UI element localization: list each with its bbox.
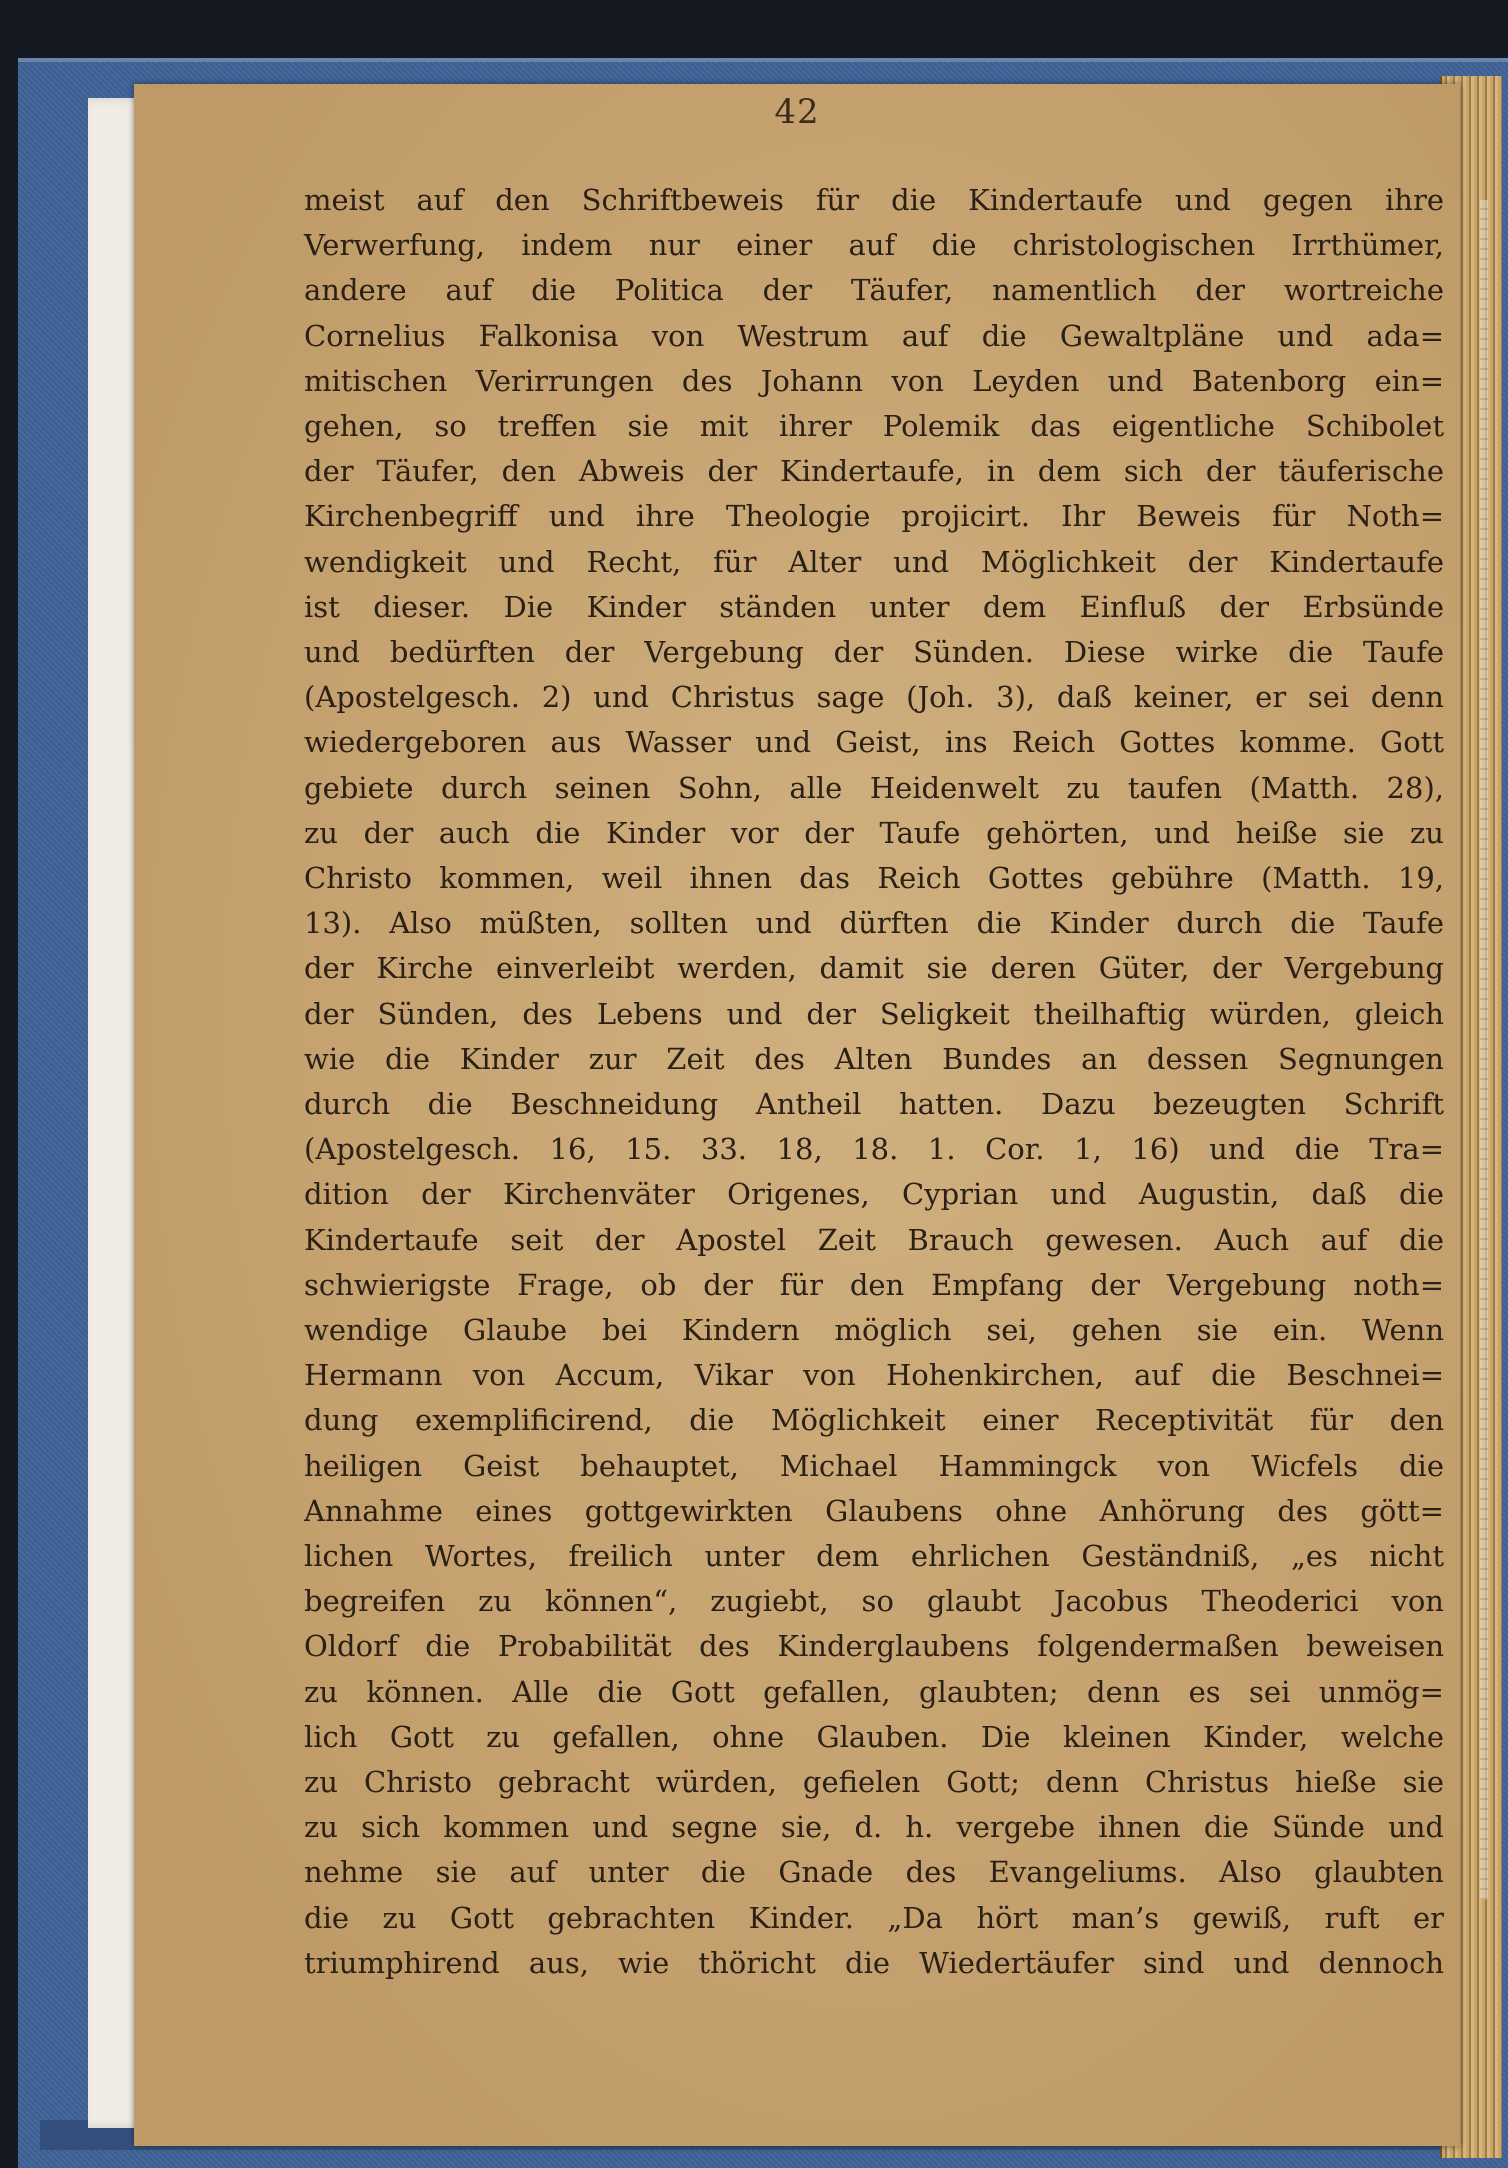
text-line: (Apostelgesch. 2) und Christus sage (Joh. 3), daß keiner, er sei denn xyxy=(304,680,1444,715)
text-line: zu Christo gebracht würden, gefielen Gott; denn Christus hieße sie xyxy=(304,1765,1444,1799)
text-line: Kindertaufe seit der Apostel Zeit Brauch gewesen. Auch auf die xyxy=(304,1222,1444,1257)
text-line: zu der auch die Kinder vor der Taufe gehörten, und heiße sie zu xyxy=(304,815,1444,850)
text-line: wie die Kinder zur Zeit des Alten Bundes an dessen Segnungen xyxy=(304,1041,1444,1076)
text-line: Annahme eines gottgewirkten Glaubens ohne Anhörung des gött= xyxy=(304,1493,1444,1528)
text-line: dung exemplificirend, die Möglichkeit einer Receptivität für den xyxy=(304,1403,1444,1438)
text-line: zu können. Alle die Gott gefallen, glaubten; denn es sei unmög= xyxy=(304,1674,1444,1709)
text-line: Christo kommen, weil ihnen das Reich Gottes gebühre (Matth. 19, xyxy=(304,861,1444,895)
text-line: wendige Glaube bei Kindern möglich sei, gehen sie ein. Wenn xyxy=(304,1313,1444,1347)
text-line: Verwerfung, indem nur einer auf die christologischen Irrthümer, xyxy=(304,228,1444,263)
text-line: der Sünden, des Lebens und der Seligkeit theilhaftig würden, gleich xyxy=(304,996,1444,1031)
text-line: der Kirche einverleibt werden, damit sie deren Güter, der Vergebung xyxy=(304,951,1444,986)
text-line: lichen Wortes, freilich unter dem ehrlichen Geständniß, „es nicht xyxy=(304,1539,1444,1573)
text-line: die zu Gott gebrachten Kinder. „Da hört man’s gewiß, ruft er xyxy=(304,1900,1444,1935)
text-line: mitischen Verirrungen des Johann von Leyden und Batenborg ein= xyxy=(304,363,1444,398)
text-line: dition der Kirchenväter Origenes, Cyprian und Augustin, daß die xyxy=(304,1177,1444,1212)
text-line: wiedergeboren aus Wasser und Geist, ins Reich Gottes komme. Gott xyxy=(304,725,1444,760)
text-line: gebiete durch seinen Sohn, alle Heidenwelt zu taufen (Matth. 28), xyxy=(304,770,1444,805)
text-line: 13). Also müßten, sollten und dürften die Kinder durch die Taufe xyxy=(304,906,1444,941)
text-line: zu sich kommen und segne sie, d. h. vergebe ihnen die Sünde und xyxy=(304,1810,1444,1845)
page-number: 42 xyxy=(774,92,820,132)
text-line: Hermann von Accum, Vikar von Hohenkirchen, auf die Beschnei= xyxy=(304,1358,1444,1393)
text-line: Oldorf die Probabilität des Kinderglaubens folgendermaßen beweisen xyxy=(304,1629,1444,1664)
text-line: Cornelius Falkonisa von Westrum auf die Gewaltpläne und ada= xyxy=(304,318,1444,353)
text-line: triumphirend aus, wie thöricht die Wiedertäufer sind und dennoch xyxy=(304,1945,1444,1980)
text-line: gehen, so treffen sie mit ihrer Polemik das eigentliche Schibolet xyxy=(304,409,1444,443)
text-line: schwierigste Frage, ob der für den Empfang der Vergebung noth= xyxy=(304,1267,1444,1302)
text-line: durch die Beschneidung Antheil hatten. Dazu bezeugten Schrift xyxy=(304,1087,1444,1121)
text-line: heiligen Geist behauptet, Michael Hammingck von Wicfels die xyxy=(304,1448,1444,1483)
text-line: begreifen zu können“, zugiebt, so glaubt Jacobus Theoderici von xyxy=(304,1584,1444,1619)
text-line: (Apostelgesch. 16, 15. 33. 18, 18. 1. Cor. 1, 16) und die Tra= xyxy=(304,1132,1444,1167)
scale-strip xyxy=(1480,200,1488,1900)
text-line: wendigkeit und Recht, für Alter und Möglichkeit der Kindertaufe xyxy=(304,544,1444,579)
text-line: lich Gott zu gefallen, ohne Glauben. Die kleinen Kinder, welche xyxy=(304,1719,1444,1754)
text-line: ist dieser. Die Kinder ständen unter dem Einfluß der Erbsünde xyxy=(304,589,1444,624)
text-line: meist auf den Schriftbeweis für die Kindertaufe und gegen ihre xyxy=(304,183,1444,217)
text-line: der Täufer, den Abweis der Kindertaufe, in dem sich der täuferische xyxy=(304,454,1444,489)
text-line: andere auf die Politica der Täufer, namentlich der wortreiche xyxy=(304,273,1444,308)
text-line: und bedürften der Vergebung der Sünden. Diese wirke die Taufe xyxy=(304,635,1444,669)
text-line: nehme sie auf unter die Gnade des Evangeliums. Also glaubten xyxy=(304,1855,1444,1890)
text-line: Kirchenbegriff und ihre Theologie projicirt. Ihr Beweis für Noth= xyxy=(304,499,1444,534)
